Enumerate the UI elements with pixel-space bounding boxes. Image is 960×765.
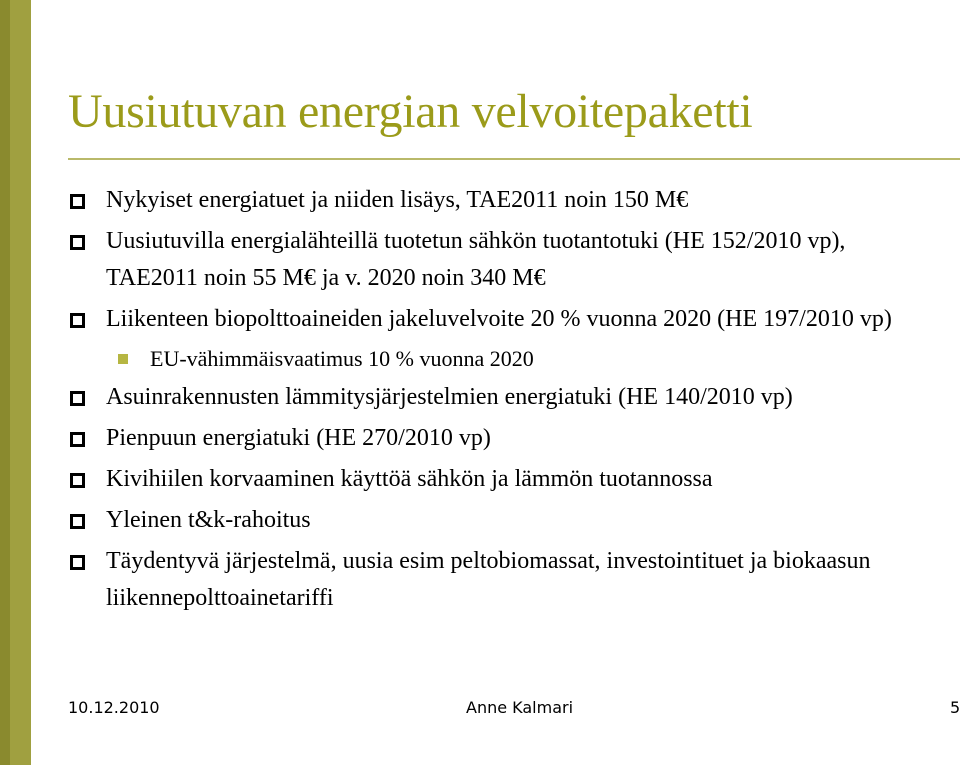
bullet-text: Asuinrakennusten lämmitysjärjestelmien energiatuki (HE 140/2010 vp) — [106, 384, 793, 410]
bullet-item — [70, 461, 940, 498]
hollow-square-bullet-icon — [70, 473, 85, 488]
hollow-square-bullet-icon — [70, 391, 85, 406]
bullet-item — [70, 543, 940, 617]
sub-bullet-text: EU-vähimmäisvaatimus 10 % vuonna 2020 — [150, 346, 534, 371]
bullet-item — [70, 223, 940, 297]
title-divider — [68, 158, 960, 160]
sub-bullet-item — [70, 340, 940, 377]
bullet-item — [70, 379, 940, 416]
bullet-text: Nykyiset energiatuet ja niiden lisäys, TAE2011 noin 150 M€ — [106, 187, 689, 213]
bullet-text: Liikenteen biopolttoaineiden jakeluvelvoite 20 % vuonna 2020 (HE 197/2010 vp) — [106, 306, 892, 332]
hollow-square-bullet-icon — [70, 194, 85, 209]
bullet-item — [70, 182, 940, 219]
hollow-square-bullet-icon — [70, 235, 85, 250]
filled-square-bullet-icon — [118, 354, 128, 364]
hollow-square-bullet-icon — [70, 514, 85, 529]
side-accent-bar-dark — [0, 0, 10, 765]
hollow-square-bullet-icon — [70, 432, 85, 447]
bullet-list — [70, 182, 940, 617]
bullet-text: Pienpuun energiatuki (HE 270/2010 vp) — [106, 425, 491, 451]
bullet-text: Täydentyvä järjestelmä, uusia esim peltobiomassat, investointituet ja biokaasun liikennepolttoainetariffi — [106, 548, 871, 611]
bullet-text: Kivihiilen korvaaminen käyttöä sähkön ja lämmön tuotannossa — [106, 466, 713, 492]
footer-author: Anne Kalmari — [466, 698, 574, 717]
hollow-square-bullet-icon — [70, 555, 85, 570]
footer-date: 10.12.2010 — [68, 698, 160, 717]
slide-title: Uusiutuvan energian velvoitepaketti — [68, 85, 753, 138]
bullet-text: Yleinen t&k-rahoitus — [106, 507, 311, 533]
bullet-text: Uusiutuvilla energialähteillä tuotetun sähkön tuotantotuki (HE 152/2010 vp), TAE2011 noin 55 M€ ja v. 2020 noin 340 M€ — [106, 228, 846, 291]
footer-page-number: 5 — [950, 698, 960, 717]
bullet-item — [70, 301, 940, 338]
bullet-item — [70, 502, 940, 539]
hollow-square-bullet-icon — [70, 313, 85, 328]
bullet-item — [70, 420, 940, 457]
